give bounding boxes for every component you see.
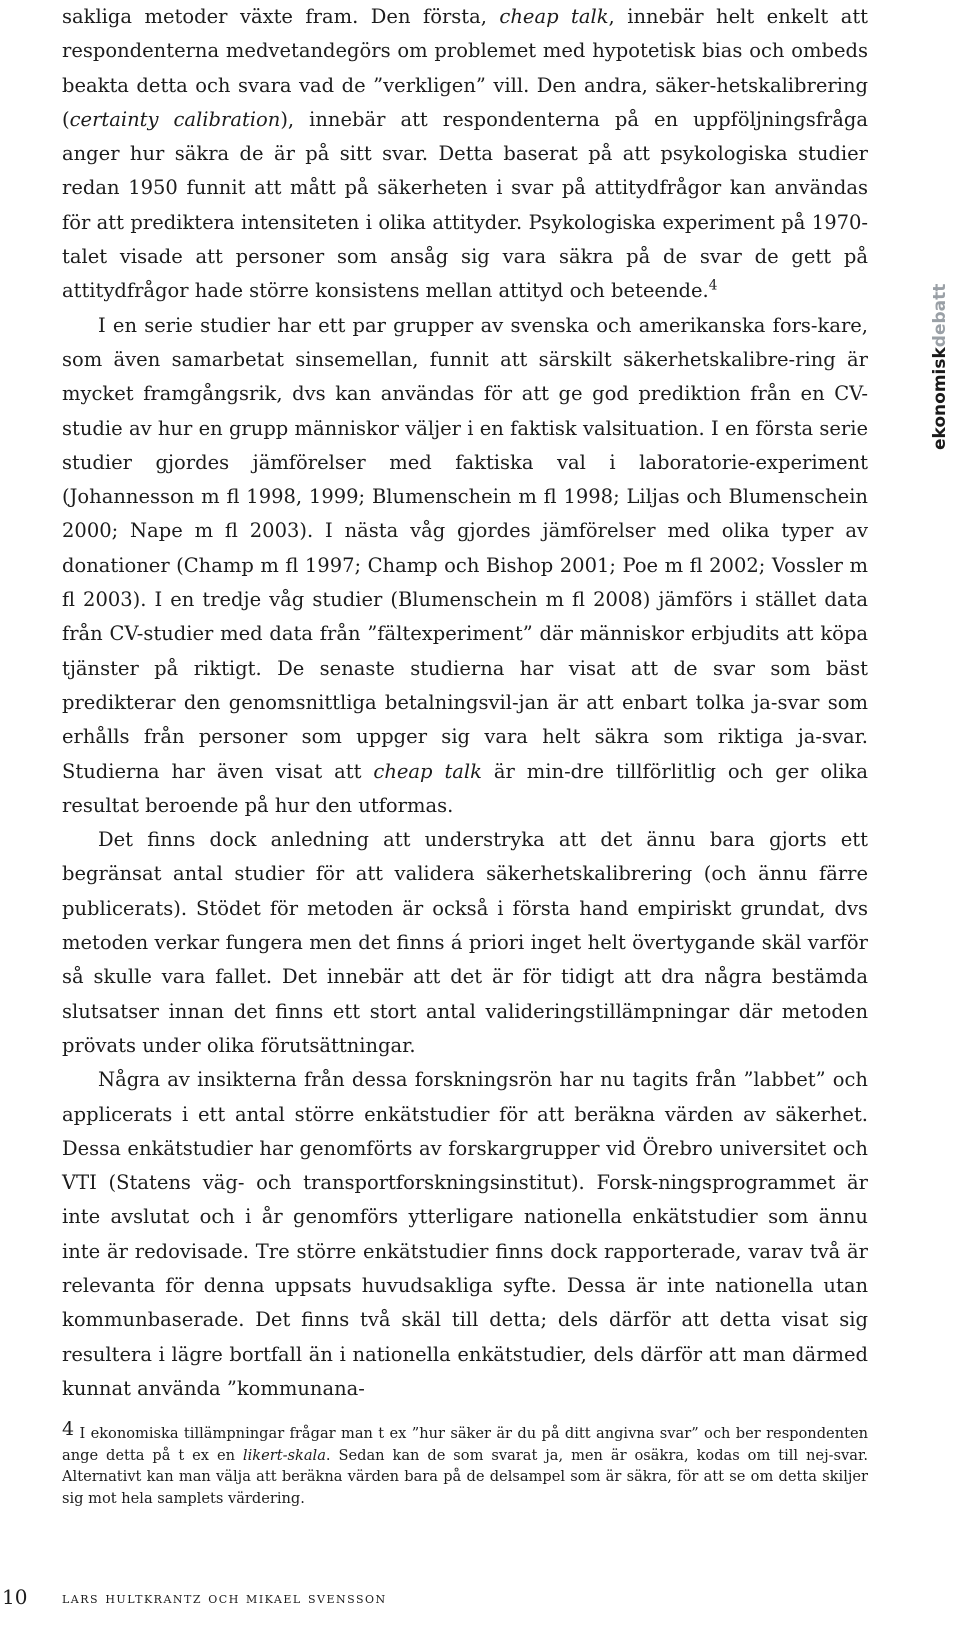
paragraph-2 <box>62 309 868 823</box>
side-label-debatt: debatt <box>930 283 950 348</box>
paragraph-3 <box>62 823 868 1063</box>
text-run: I ekonomiska tillämpningar frågar man t ex ”hur säker är du på ditt angivna svar” och ber respondenten ange detta på t ex en <box>62 1425 868 1464</box>
italic-text: likert-skala <box>242 1446 326 1464</box>
text-run: I en serie studier har ett par grupper av svenska och amerikanska fors-kare, som även samarbetat sinsemellan, funnit att särskilt säkerhetskalibre-ring är mycket framgångsrik, dvs kan användas för att ge god prediktion från en CV-studie av hur en grupp människor väljer i en faktisk valsituation. I en första serie studier gjordes jämförelser med faktiska val i laboratorie-experiment (Johannesson m fl 1998, 1999; Blumenschein m fl 1998; Liljas och Blumenschein 2000; Nape m fl 2003). I nästa våg gjordes jämförelser med olika typer av donationer (Champ m fl 1997; Champ och Bishop 2001; Poe m fl 2002; Vossler m fl 2003). I en tredje våg studier (Blumenschein m fl 2008) jämförs i stället data från CV-studier med data från ”fältexperiment” där människor erbjudits att köpa tjänster på riktigt. De senaste studierna har visat att de svar som bäst predikterar den genomsnittliga betalningsvil-jan är att enbart tolka ja-svar som erhålls från personer som uppger sig vara helt säkra som riktiga ja-svar. Studierna har även visat att <box>62 313 868 783</box>
body-text <box>62 0 868 1406</box>
italic-text: cheap talk <box>499 5 609 28</box>
text-run: sakliga metoder växte fram. Den första, <box>62 5 500 28</box>
text-run: Några av insikterna från dessa forskningsrön har nu tagits från ”labbet” och applicerats i ett antal större enkätstudier för att beräkna värden av säkerhet. Dessa enkätstudier har genomförts av forskargrupper vid Örebro universitet och VTI (Statens väg- och transportforskningsinstitut). Forsk-ningsprogrammet är inte avslutat och i år genomförs ytterligare nationella enkätstudier som ännu inte är redovisade. Tre större enkätstudier finns dock rapporterade, varav två är relevanta för denna uppsats huvudsakliga syfte. Dessa är inte nationella utan kommunbaserade. Det finns två skäl till detta; dels därför att detta visat sig resultera i lägre bortfall än i nationella enkätstudier, dels därför att man därmed kunnat använda ”kommunana- <box>62 1068 868 1400</box>
footnote-text <box>62 1425 868 1507</box>
text-run: ), innebär att respondenterna på en uppföljningsfråga anger hur säkra de är på sitt svar. Detta baserat på att psykologiska studier redan 1950 funnit att mått på säkerheten i svar på attitydfrågor kan användas för att prediktera intensiteten i olika attityder. Psykologiska experiment på 1970-talet visade att personer som ansåg sig vara säkra på de svar de gett på attitydfrågor hade större konsistens mellan attityd och beteende. <box>62 107 868 303</box>
footnotes <box>62 1419 868 1509</box>
paragraph-1 <box>62 0 868 309</box>
text-run: , innebär helt enkelt att respondenterna medvetandegörs om problemet med hypotetisk bias och ombeds beakta detta och svara vad de ”verkligen” vill. Den andra, säker-hetskalibrering ( <box>62 5 868 131</box>
footnote-4 <box>62 1419 868 1509</box>
journal-side-label <box>930 284 950 450</box>
page-number: 10 <box>2 1585 28 1609</box>
side-label-ekonomisk: ekonomisk <box>930 347 950 450</box>
paragraph-4 <box>62 1063 868 1406</box>
footnote-number: 4 <box>62 1418 75 1440</box>
text-run: är min-dre tillförlitlig och ger olika resultat beroende på hur den utformas. <box>62 759 869 817</box>
footnote-ref: 4 <box>708 277 718 294</box>
text-run: Det finns dock anledning att understryka att det ännu bara gjorts ett begränsat antal studier för att validera säkerhetskalibrering (och ännu färre publicerats). Stödet för metoden är också i första hand empiriskt grundat, dvs metoden verkar fungera men det finns á priori inget helt övertygande skäl varför så skulle vara fallet. Det innebär att det är för tidigt att dra några bestämda slutsatser innan det finns ett stort antal valideringstillämpningar där metoden prövats under olika förutsättningar. <box>62 828 868 1057</box>
running-footer-authors: lars hultkrantz och mikael svensson <box>62 1589 387 1607</box>
italic-text: certainty calibration <box>69 107 281 131</box>
italic-text: cheap talk <box>373 759 482 783</box>
text-run: . Sedan kan de som svarat ja, men är osäkra, kodas om till nej-svar. Alternativt kan man välja att beräkna värden bara på de delsampel som är säkra, för att se om detta skiljer sig mot hela samplets värdering. <box>62 1446 868 1507</box>
